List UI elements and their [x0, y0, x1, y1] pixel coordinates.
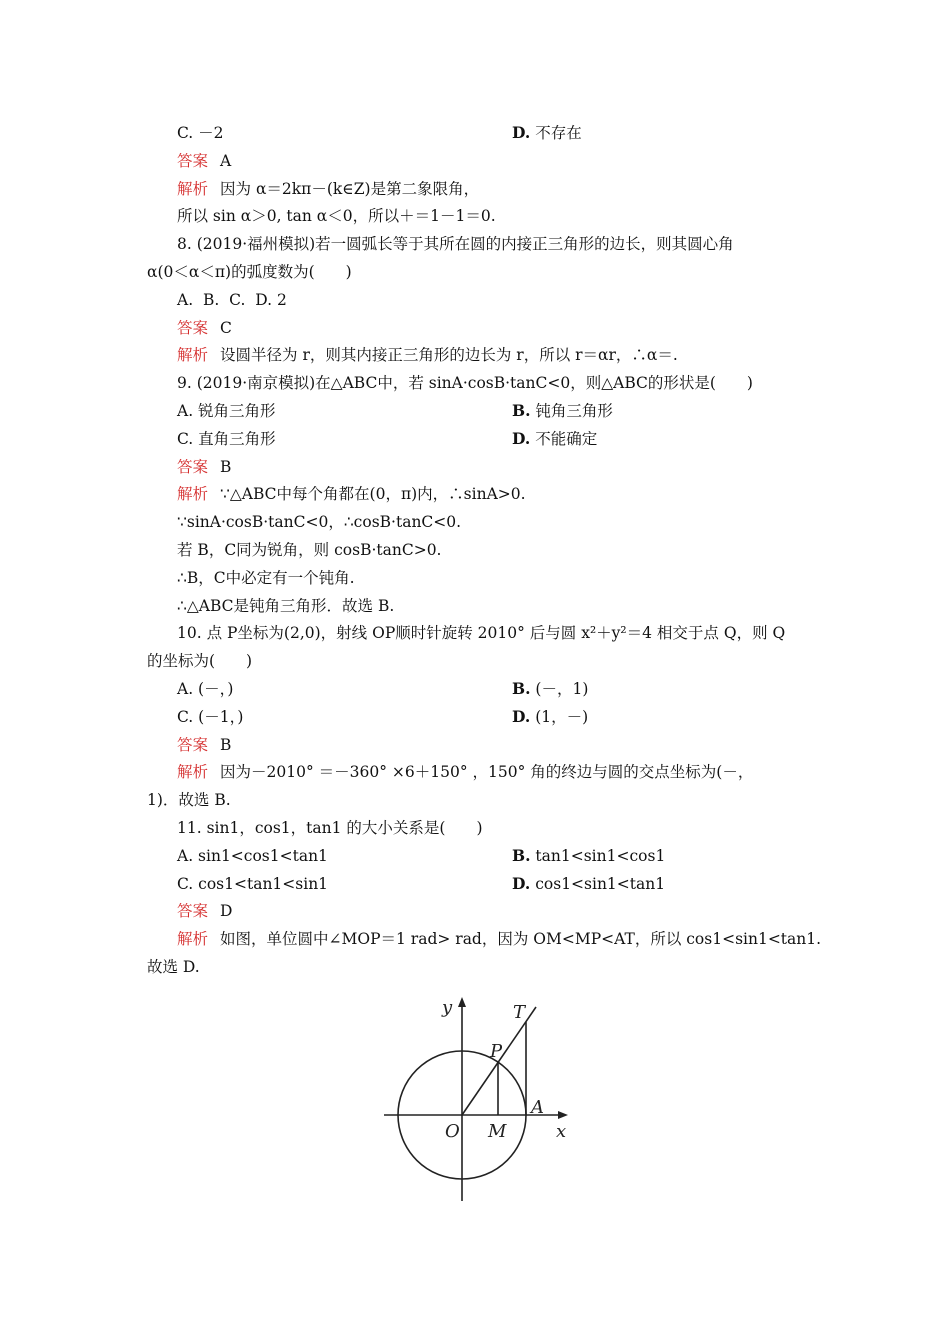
option-a-q10: A. (－，)	[177, 680, 234, 698]
answer-label: 答案	[177, 319, 209, 337]
question-10-cont: 的坐标为( )	[147, 652, 253, 670]
analysis-q8: 解析 设圆半径为 r，则其内接正三角形的边长为 r，所以 r＝αr，∴α＝.	[177, 346, 678, 364]
answer-q10: 答案 B	[177, 736, 232, 754]
answer-q7: 答案 A	[177, 152, 232, 170]
question-8-cont: α(0＜α＜π)的弧度数为( )	[147, 263, 352, 281]
answer-label: 答案	[177, 736, 209, 754]
label-a: A	[531, 1097, 544, 1118]
option-c-q11: C. cos1<tan1<sin1	[177, 875, 329, 893]
analysis-q7-cont: 所以 sin α＞0, tan α＜0，所以＋＝1－1＝0.	[177, 207, 496, 225]
analysis-label: 解析	[177, 763, 209, 781]
answer-q9: 答案 B	[177, 458, 232, 476]
label-x: x	[556, 1121, 567, 1142]
label-p: P	[490, 1041, 503, 1062]
question-10: 10. 点 P坐标为(2,0)，射线 OP顺时针旋转 2010° 后与圆 x²＋y²＝4 相交于点 Q，则 Q	[177, 624, 786, 642]
question-9: 9. (2019·南京模拟)在△ABC中，若 sinA·cosB·tanC<0，则△ABC的形状是( )	[177, 374, 753, 392]
answer-q8: 答案 C	[177, 319, 232, 337]
option-c-q9: C. 直角三角形	[177, 430, 276, 448]
answer-q11: 答案 D	[177, 902, 233, 920]
option-c-q7: C. －2	[177, 124, 224, 142]
option-d-q7: D. 不存在	[512, 123, 582, 142]
option-d-q9: D. 不能确定	[512, 429, 598, 448]
answer-label: 答案	[177, 458, 209, 476]
label-y: y	[442, 997, 453, 1018]
analysis-q9-line5: ∴△ABC是钝角三角形．故选 B.	[177, 597, 395, 615]
option-d-q11: D. cos1<sin1<tan1	[512, 874, 666, 893]
answer-label: 答案	[177, 902, 209, 920]
options-q8: A. B. C. D. 2	[177, 291, 287, 309]
analysis-q9-line2: ∵sinA·cosB·tanC<0，∴cosB·tanC<0.	[177, 513, 462, 531]
option-d-q10: D. (1，－)	[512, 707, 589, 726]
analysis-label: 解析	[177, 930, 209, 948]
option-b-q11: B. tan1<sin1<cos1	[512, 846, 666, 865]
analysis-label: 解析	[177, 180, 209, 198]
answer-label: 答案	[177, 152, 209, 170]
label-o: O	[445, 1121, 460, 1142]
option-a-q11: A. sin1<cos1<tan1	[177, 847, 328, 865]
analysis-q11-cont: 故选 D.	[147, 958, 200, 976]
analysis-label: 解析	[177, 346, 209, 364]
option-b-q9: B. 钝角三角形	[512, 401, 613, 420]
question-8: 8. (2019·福州模拟)若一圆弧长等于其所在圆的内接正三角形的边长，则其圆心角	[177, 235, 734, 253]
analysis-q10-cont: 1)．故选 B.	[147, 791, 231, 809]
analysis-q9-line4: ∴B，C中必定有一个钝角.	[177, 569, 355, 587]
analysis-q9-line3: 若 B，C同为锐角，则 cosB·tanC>0.	[177, 541, 442, 559]
unit-circle-figure	[368, 985, 580, 1205]
option-b-q10: B. (－，1)	[512, 679, 589, 698]
option-a-q9: A. 锐角三角形	[177, 402, 276, 420]
analysis-q10: 解析 因为－2010° ＝－360° ×6＋150° ，150° 角的终边与圆的交点坐标为(－，	[177, 763, 754, 781]
analysis-q11: 解析 如图，单位圆中∠MOP＝1 rad> rad，因为 OM<MP<AT，所以 cos1<sin1<tan1.	[177, 930, 822, 948]
analysis-q9: 解析 ∵△ABC中每个角都在(0，π)内，∴sinA>0.	[177, 485, 526, 503]
analysis-label: 解析	[177, 485, 209, 503]
option-c-q10: C. (－1，)	[177, 708, 244, 726]
label-m: M	[488, 1121, 507, 1142]
question-11: 11. sin1，cos1，tan1 的大小关系是( )	[177, 819, 483, 837]
label-t: T	[513, 1002, 526, 1023]
analysis-q7: 解析 因为 α＝2kπ－(k∈Z)是第二象限角，	[177, 180, 480, 198]
